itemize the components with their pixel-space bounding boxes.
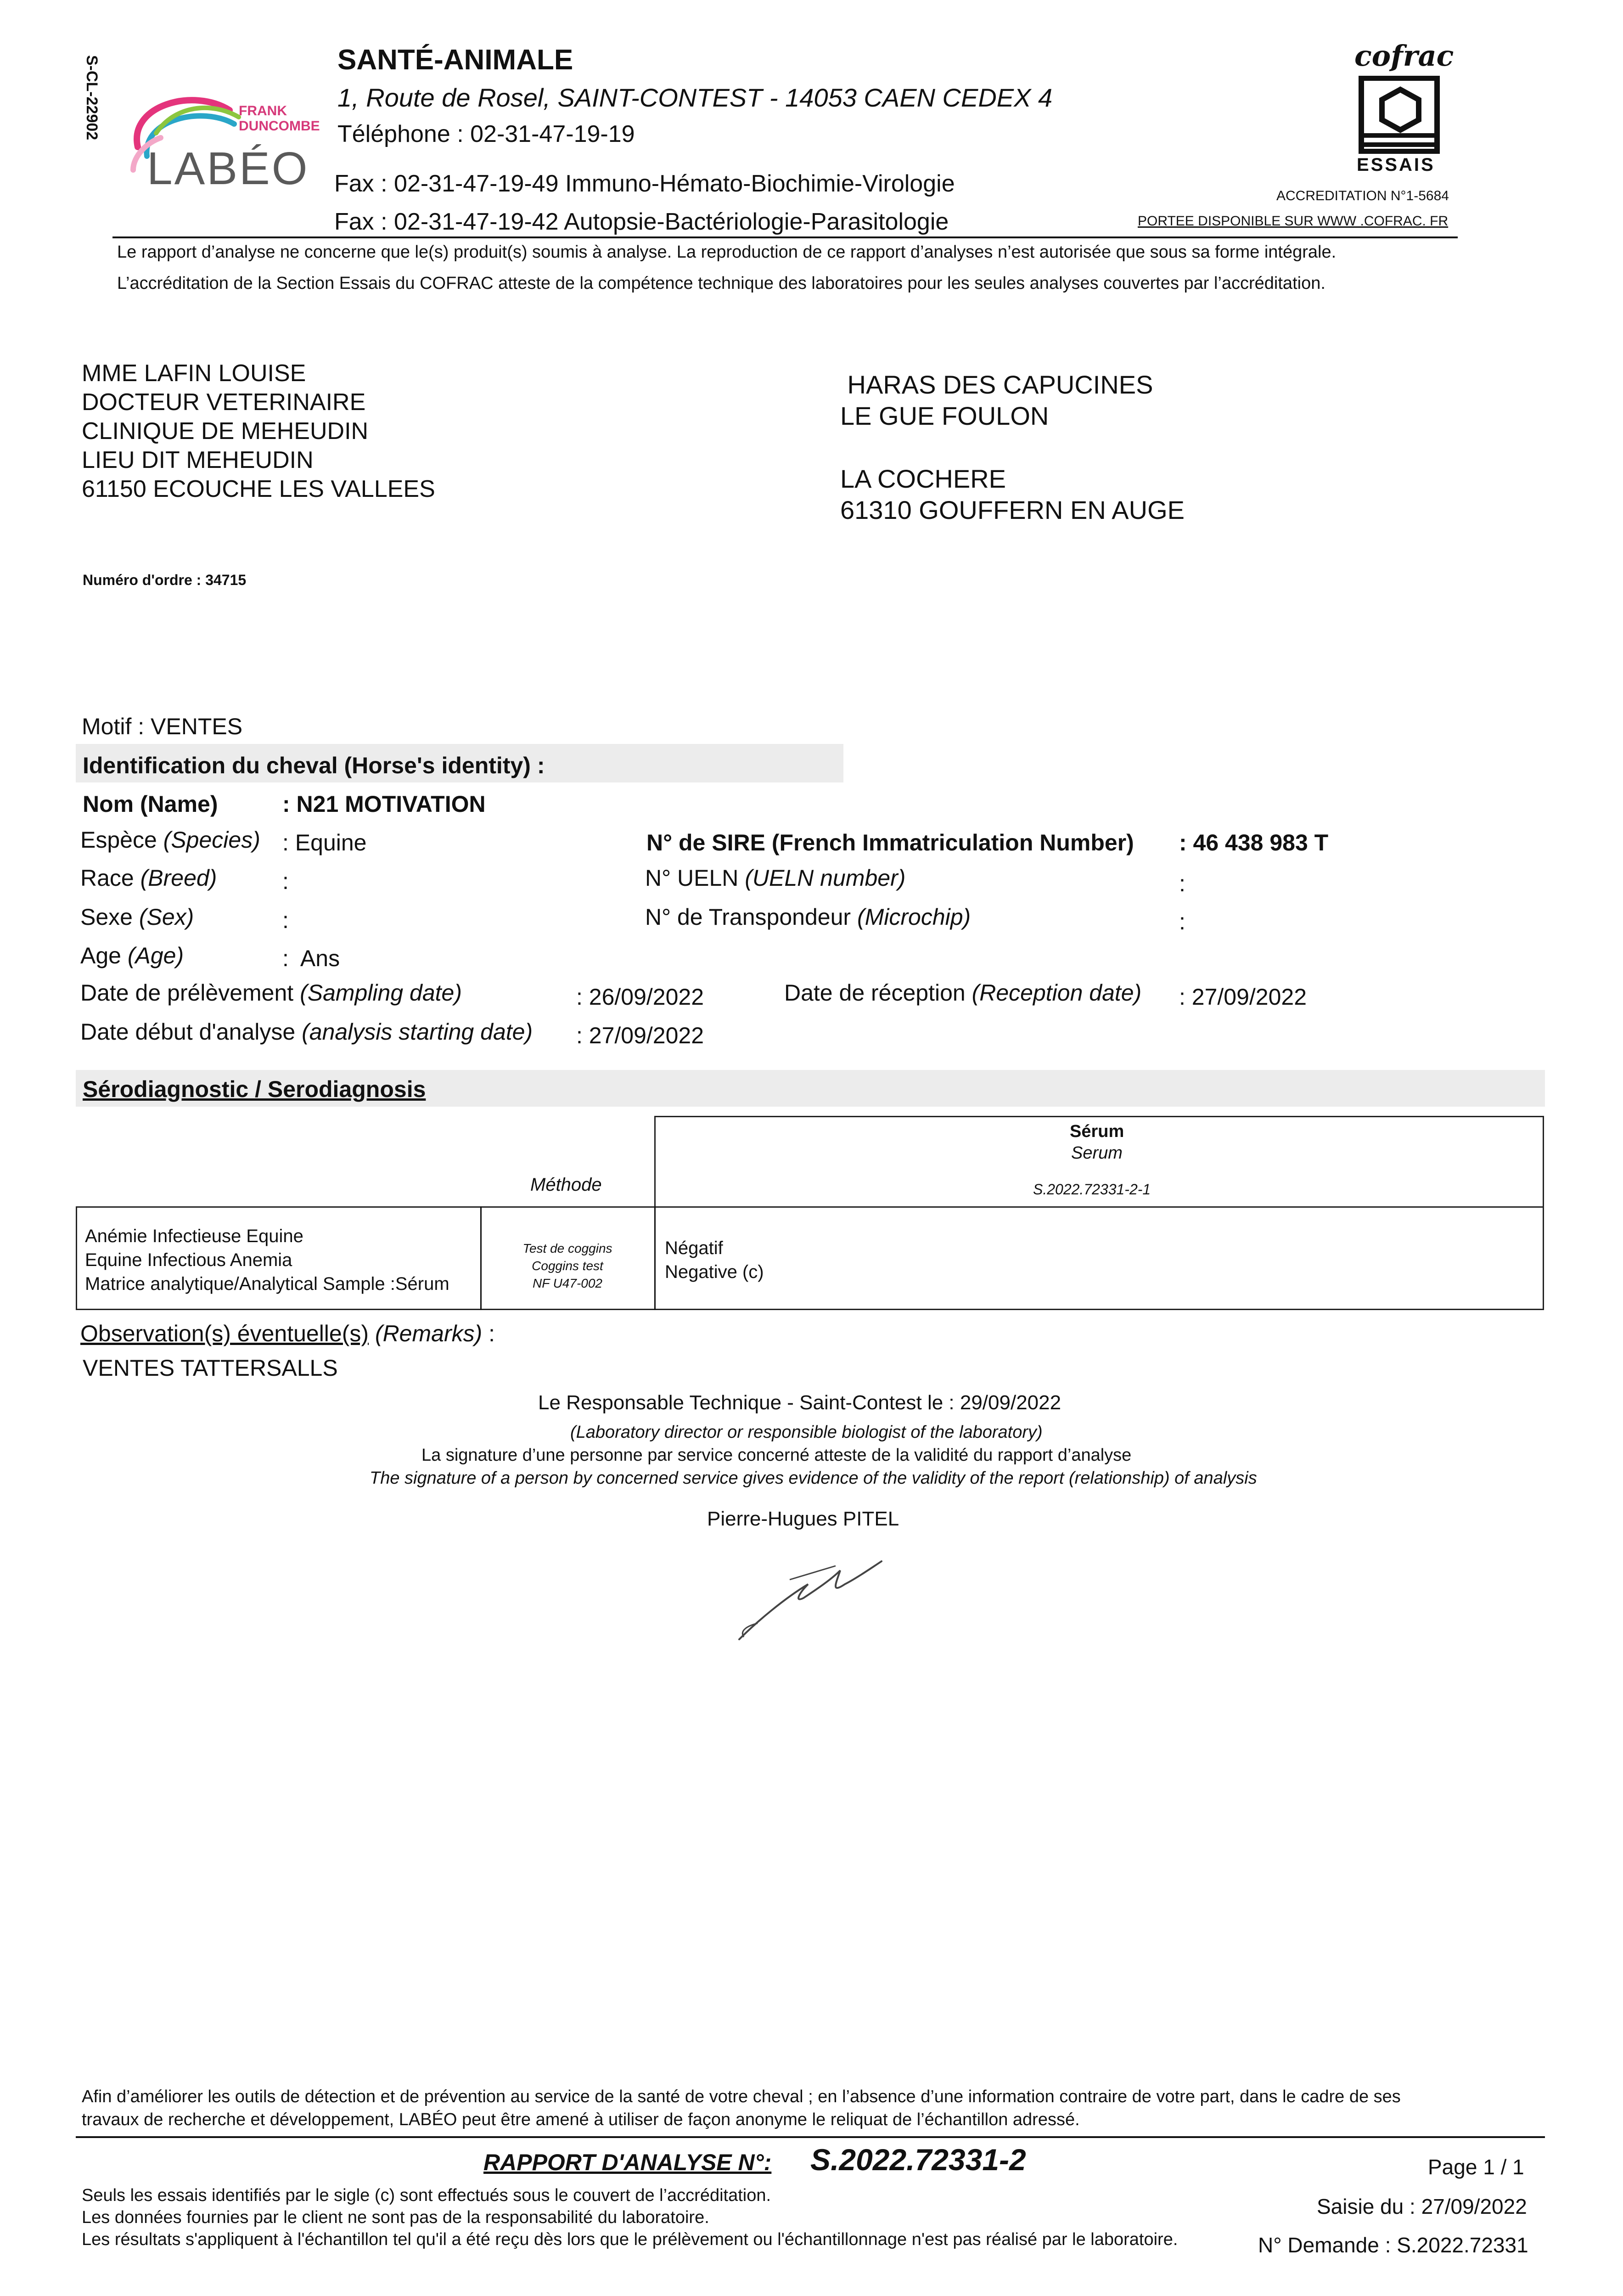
ueln-fr: N° UELN (645, 865, 745, 891)
report-number: S.2022.72331-2 (810, 2143, 1026, 2177)
org-fax2: Fax : 02-31-47-19-42 Autopsie-Bactériologie-Parasitologie (334, 208, 949, 235)
reception-fr: Date de réception (784, 980, 972, 1006)
remarks-fr: Observation(s) éventuelle(s) (80, 1321, 369, 1346)
species-label (80, 827, 260, 853)
name-value: : N21 MOTIVATION (282, 791, 486, 817)
sire-label: N° de SIRE (French Immatriculation Number) (646, 830, 1134, 855)
result-line: Negative (c) (665, 1262, 764, 1282)
method-line: Coggins test (532, 1259, 603, 1273)
signature-line3: La signature d’une personne par service concerné atteste de la validité du rapport d’analyse (421, 1446, 1132, 1465)
footer-note1: Seuls les essais identifiés par le sigle (c) sont effectués sous le couvert de l’accréditation. (82, 2186, 771, 2205)
cofrac-portee: PORTEE DISPONIBLE SUR WWW .COFRAC. FR (1138, 214, 1449, 229)
start-fr: Date début d'analyse (80, 1019, 302, 1045)
remarks-value: VENTES TATTERSALLS (83, 1355, 338, 1381)
disclaimer-line2: L’accréditation de la Section Essais du COFRAC atteste de la compétence technique des laboratoires pour les seules analyses couvertes par l’accréditation. (117, 274, 1325, 293)
reception-date-value: : 27/09/2022 (1179, 984, 1307, 1010)
analysis-start-value: : 27/09/2022 (576, 1023, 704, 1048)
name-label: Nom (Name) (83, 791, 218, 817)
method-header: Méthode (530, 1175, 602, 1195)
reception-en: (Reception date) (972, 980, 1142, 1006)
serum-header: Sérum (1070, 1122, 1124, 1141)
order-number: Numéro d'ordre : 34715 (83, 572, 247, 588)
signature-line1: Le Responsable Technique - Saint-Contest le : 29/09/2022 (538, 1391, 1061, 1414)
motif: Motif : VENTES (82, 714, 243, 739)
sex-label (80, 904, 194, 930)
analysis-start-label (80, 1019, 533, 1045)
transponder-label (645, 904, 971, 930)
cofrac-label: ESSAIS (1357, 155, 1435, 175)
cofrac-accreditation: ACCREDITATION N°1-5684 (1276, 188, 1449, 203)
start-en: (analysis starting date) (302, 1019, 533, 1045)
sample-id: S.2022.72331-2-1 (1033, 1181, 1151, 1198)
logo-brand: LABÉO (147, 143, 309, 194)
org-phone: Téléphone : 02-31-47-19-19 (337, 121, 635, 147)
sex-en: (Sex) (139, 904, 194, 930)
org-address: 1, Route de Rosel, SAINT-CONTEST - 14053 CAEN CEDEX 4 (337, 83, 1053, 112)
footer-notice2: travaux de recherche et développement, LABÉO peut être amené à utiliser de façon anonyme le reliquat de l’échantillon adressé. (82, 2110, 1080, 2129)
ueln-en: (UELN number) (745, 865, 906, 891)
breed-fr: Race (80, 865, 140, 891)
age-label (80, 942, 184, 969)
age-value: : Ans (282, 945, 340, 971)
footer-notice1: Afin d’améliorer les outils de détection et de prévention au service de la santé de votre cheval ; en l’absence d’une information contraire de votre part, dans le cadre de ses (82, 2087, 1401, 2106)
report-label: RAPPORT D'ANALYSE N°: (483, 2150, 772, 2175)
species-fr: Espèce (80, 827, 163, 853)
demande-number: N° Demande : S.2022.72331 (1258, 2233, 1528, 2257)
sire-value: : 46 438 983 T (1179, 830, 1329, 855)
signatory-name: Pierre-Hugues PITEL (707, 1508, 899, 1530)
side-code: S-CL-22902 (83, 55, 101, 141)
header-divider (112, 236, 1458, 238)
org-fax1: Fax : 02-31-47-19-49 Immuno-Hémato-Biochimie-Virologie (334, 170, 955, 197)
transponder-en: (Microchip) (857, 904, 971, 930)
owner-line2: LE GUE FOULON (840, 401, 1049, 430)
sex-fr: Sexe (80, 904, 139, 930)
transponder-fr: N° de Transpondeur (645, 904, 857, 930)
footer-divider (76, 2136, 1545, 2138)
remarks-label (80, 1320, 495, 1347)
breed-value: : (282, 868, 289, 894)
logo-sub1: FRANK (239, 103, 287, 118)
identification-title: Identification du cheval (Horse's identity) : (83, 753, 545, 778)
labeo-logo (119, 78, 321, 197)
sampling-en: (Sampling date) (300, 980, 462, 1006)
sampling-date-value: : 26/09/2022 (576, 984, 704, 1010)
cofrac-brand: cofrac (1354, 39, 1454, 73)
species-en: (Species) (163, 827, 260, 853)
signature-line2: (Laboratory director or responsible biologist of the laboratory) (570, 1423, 1043, 1442)
recipient-line: CLINIQUE DE MEHEUDIN (82, 418, 369, 445)
cofrac-logo (1354, 39, 1454, 177)
owner-line4: 61310 GOUFFERN EN AUGE (840, 495, 1185, 524)
page-number: Page 1 / 1 (1428, 2155, 1524, 2179)
method-line: NF U47-002 (532, 1276, 602, 1290)
analyte-line: Anémie Infectieuse Equine (85, 1226, 303, 1246)
serum-header-en: Serum (1071, 1143, 1123, 1163)
species-value: : Equine (282, 830, 367, 855)
ueln-label (645, 865, 905, 891)
sampling-date-label (80, 979, 462, 1006)
recipient-line: MME LAFIN LOUISE (82, 360, 306, 387)
recipient-line: 61150 ECOUCHE LES VALLEES (82, 476, 435, 502)
analyte-line: Equine Infectious Anemia (85, 1250, 292, 1270)
result-cell (665, 1236, 764, 1284)
breed-en: (Breed) (140, 865, 217, 891)
remarks-en: (Remarks) (369, 1321, 483, 1346)
org-name: SANTÉ-ANIMALE (337, 44, 573, 76)
cofrac-hex-icon (1354, 76, 1446, 154)
transponder-value: : (1179, 909, 1185, 934)
age-en: (Age) (127, 943, 184, 968)
footer-note3: Les résultats s'appliquent à l'échantillon tel qu'il a été reçu dès lors que le prélèvement ou l'échantillonnage n'est pas réalisé par le laboratoire. (82, 2230, 1178, 2249)
result-line: Négatif (665, 1238, 723, 1258)
breed-label (80, 865, 217, 891)
disclaimer-line1: Le rapport d’analyse ne concerne que le(s) produit(s) soumis à analyse. La reproduction de ce rapport d’analyses n’est autorisée que sous sa forme intégrale. (117, 242, 1337, 262)
signature-line4: The signature of a person by concerned service gives evidence of the validity of the report (relationship) of analysis (370, 1469, 1257, 1488)
analyte-cell (85, 1224, 449, 1296)
method-line: Test de coggins (522, 1241, 612, 1255)
sero-title: Sérodiagnostic / Serodiagnosis (83, 1076, 426, 1102)
footer-note2: Les données fournies par le client ne sont pas de la responsabilité du laboratoire. (82, 2208, 709, 2227)
analyte-line: Matrice analytique/Analytical Sample :Sérum (85, 1274, 449, 1294)
sex-value: : (282, 907, 289, 933)
remarks-colon: : (482, 1321, 495, 1346)
recipient-address (82, 359, 435, 504)
method-cell (480, 1240, 655, 1292)
recipient-line: DOCTEUR VETERINAIRE (82, 389, 366, 416)
owner-line3: LA COCHERE (840, 464, 1006, 493)
ueln-value: : (1179, 871, 1185, 896)
handwritten-signature (730, 1534, 895, 1649)
saisie-date: Saisie du : 27/09/2022 (1317, 2195, 1527, 2218)
age-fr: Age (80, 943, 128, 968)
reception-date-label (784, 979, 1141, 1006)
sampling-fr: Date de prélèvement (80, 980, 300, 1006)
owner-line1: HARAS DES CAPUCINES (840, 370, 1153, 399)
recipient-line: LIEU DIT MEHEUDIN (82, 447, 314, 473)
logo-sub2: DUNCOMBE (239, 118, 320, 134)
